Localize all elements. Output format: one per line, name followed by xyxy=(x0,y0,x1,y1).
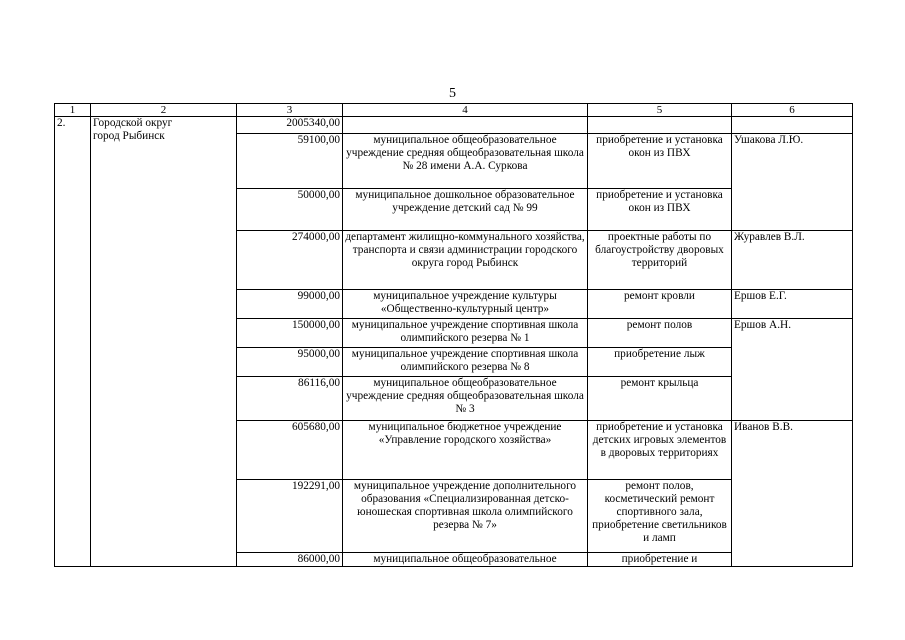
recipient-cell: муниципальное учреждение спортивная школа олимпийского резерва № 8 xyxy=(343,348,588,377)
amount-cell: 99000,00 xyxy=(237,290,343,319)
responsible-cell: Журавлев В.Л. xyxy=(732,231,853,290)
responsible-cell xyxy=(732,117,853,134)
purpose-cell xyxy=(588,117,732,134)
header-cell: 1 xyxy=(55,104,91,117)
purpose-cell: приобретение лыж xyxy=(588,348,732,377)
purpose-cell: приобретение и установка окон из ПВХ xyxy=(588,189,732,231)
row-number: 2. xyxy=(55,117,91,567)
page-number: 5 xyxy=(449,86,456,101)
recipient-cell: муниципальное бюджетное учреждение «Управление городского хозяйства» xyxy=(343,421,588,480)
purpose-cell: ремонт полов xyxy=(588,319,732,348)
region-cell xyxy=(91,117,237,567)
header-cell: 6 xyxy=(732,104,853,117)
recipient-cell xyxy=(343,117,588,134)
allocation-table xyxy=(54,103,853,567)
amount-cell: 95000,00 xyxy=(237,348,343,377)
purpose-cell: ремонт кровли xyxy=(588,290,732,319)
amount-cell: 86116,00 xyxy=(237,377,343,421)
table-header-row xyxy=(55,104,853,117)
recipient-cell: департамент жилищно-коммунального хозяйства, транспорта и связи администрации городского округа город Рыбинск xyxy=(343,231,588,290)
amount-cell: 59100,00 xyxy=(237,134,343,189)
purpose-cell: ремонт крыльца xyxy=(588,377,732,421)
purpose-cell: приобретение и xyxy=(588,553,732,567)
responsible-cell: Ушакова Л.Ю. xyxy=(732,134,853,231)
amount-cell: 50000,00 xyxy=(237,189,343,231)
region-line: Городской округ xyxy=(93,117,173,129)
responsible-cell: Ершов Е.Г. xyxy=(732,290,853,319)
responsible-cell: Ершов А.Н. xyxy=(732,319,853,421)
responsible-cell: Иванов В.В. xyxy=(732,421,853,567)
region-line: город Рыбинск xyxy=(93,130,165,142)
purpose-cell: приобретение и установка окон из ПВХ xyxy=(588,134,732,189)
header-cell: 2 xyxy=(91,104,237,117)
header-cell: 4 xyxy=(343,104,588,117)
total-amount: 2005340,00 xyxy=(237,117,343,134)
recipient-cell: муниципальное общеобразовательное учреждение средняя общеобразовательная школа № 3 xyxy=(343,377,588,421)
header-cell: 5 xyxy=(588,104,732,117)
amount-cell: 274000,00 xyxy=(237,231,343,290)
purpose-cell: проектные работы по благоустройству дворовых территорий xyxy=(588,231,732,290)
amount-cell: 192291,00 xyxy=(237,480,343,553)
recipient-cell: муниципальное дошкольное образовательное учреждение детский сад № 99 xyxy=(343,189,588,231)
recipient-cell: муниципальное учреждение спортивная школа олимпийского резерва № 1 xyxy=(343,319,588,348)
amount-cell: 605680,00 xyxy=(237,421,343,480)
purpose-cell: ремонт полов, косметический ремонт спортивного зала, приобретение светильников и ламп xyxy=(588,480,732,553)
table-row xyxy=(55,117,853,134)
header-cell: 3 xyxy=(237,104,343,117)
amount-cell: 150000,00 xyxy=(237,319,343,348)
purpose-cell: приобретение и установка детских игровых элементов в дворовых территориях xyxy=(588,421,732,480)
recipient-cell: муниципальное общеобразовательное учреждение средняя общеобразовательная школа № 28 имени А.А. Суркова xyxy=(343,134,588,189)
recipient-cell: муниципальное учреждение культуры «Общественно-культурный центр» xyxy=(343,290,588,319)
amount-cell: 86000,00 xyxy=(237,553,343,567)
recipient-cell: муниципальное учреждение дополнительного образования «Специализированная детско- юношеская спортивная школа олимпийского резерва № 7» xyxy=(343,480,588,553)
recipient-cell: муниципальное общеобразовательное xyxy=(343,553,588,567)
